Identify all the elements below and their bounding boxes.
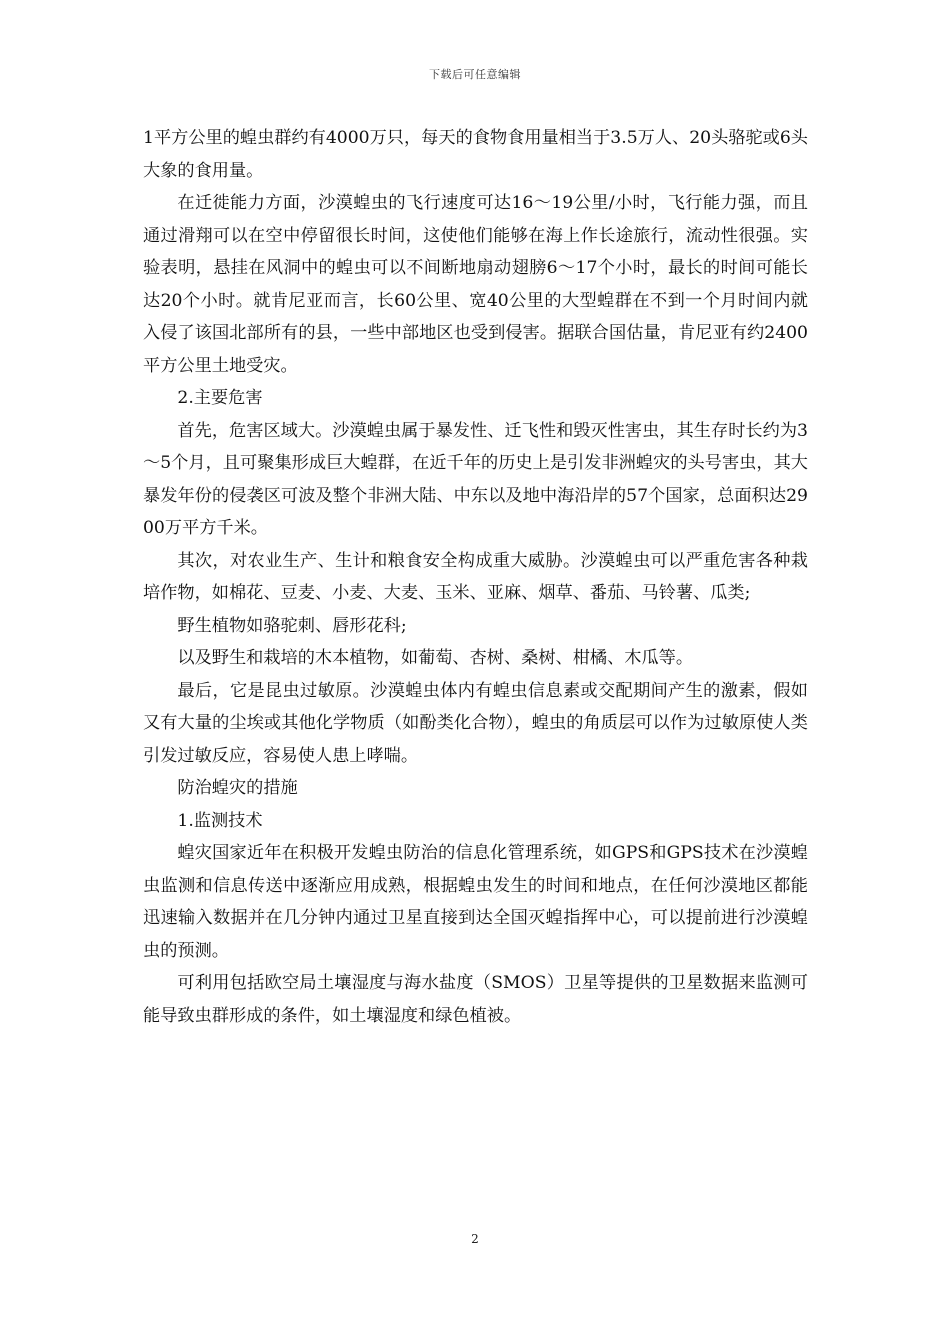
section-heading-monitoring-tech: 1.监测技术 <box>177 810 263 831</box>
paragraph-migration-ability: 在迁徙能力方面，沙漠蝗虫的飞行速度可达16～19公里/小时，飞行能力强，而且通过滑翔可以在空中停留很长时间，这使他们能够在海上作长途旅行，流动性很强。实验表明，悬挂在风洞中的蝗虫可以不间断地扇动翅膀6～17个小时，最长的时间可能长达20个小时。就肯尼亚而言，长60公里、宽40公里的大型蝗群在不到一个月时间内就入侵了该国北部所有的县，一些中部地区也受到侵害。据联合国估量，肯尼亚有约2400平方公里土地受灾。 <box>143 193 808 376</box>
section-heading-main-harms: 2.主要危害 <box>177 388 263 408</box>
paragraph-smos-satellite: 可利用包括欧空局土壤湿度与海水盐度（SMOS）卫星等提供的卫星数据来监测可能导致虫群形成的条件，如土壤湿度和绿色植被。 <box>143 973 808 1026</box>
paragraph-harm-area: 首先，危害区域大。沙漠蝗虫属于暴发性、迁飞性和毁灭性害虫，其生存时长约为3～5个月，且可聚集形成巨大蝗群，在近千年的历史上是引发非洲蝗灾的头号害虫，其大暴发年份的侵袭区可波及整个非洲大陆、中东以及地中海沿岸的57个国家，总面积达2900万平方千米。 <box>143 420 808 538</box>
page-header: 下载后可任意编辑 <box>429 68 521 81</box>
paragraph-locust-swarm-consumption: 1平方公里的蝗虫群约有4000万只，每天的食物食用量相当于3.5万人、20头骆驼或6头大象的食用量。 <box>143 128 808 181</box>
paragraph-gps-monitoring: 蝗灾国家近年在积极开发蝗虫防治的信息化管理系统，如GPS和GPS技术在沙漠蝗虫监测和信息传送中逐渐应用成熟，根据蝗虫发生的时间和地点，在任何沙漠地区都能迅速输入数据并在几分钟内通过卫星直接到达全国灭蝗指挥中心，可以提前进行沙漠蝗虫的预测。 <box>143 843 808 961</box>
paragraph-allergen: 最后，它是昆虫过敏原。沙漠蝗虫体内有蝗虫信息素或交配期间产生的激素，假如又有大量的尘埃或其他化学物质（如酚类化合物），蝗虫的角质层可以作为过敏原使人类引发过敏反应，容易使人患上哮喘。 <box>143 680 808 766</box>
section-heading-control-measures: 防治蝗灾的措施 <box>177 778 298 798</box>
paragraph-woody-plants: 以及野生和栽培的木本植物，如葡萄、杏树、桑树、柑橘、木瓜等。 <box>177 648 694 668</box>
page-number: 2 <box>471 1232 479 1246</box>
paragraph-harm-agriculture: 其次，对农业生产、生计和粮食安全构成重大威胁。沙漠蝗虫可以严重危害各种栽培作物，如棉花、豆麦、小麦、大麦、玉米、亚麻、烟草、番茄、马铃薯、瓜类; <box>143 550 808 603</box>
document-body <box>143 122 808 1032</box>
paragraph-wild-plants: 野生植物如骆驼刺、唇形花科; <box>177 615 407 636</box>
